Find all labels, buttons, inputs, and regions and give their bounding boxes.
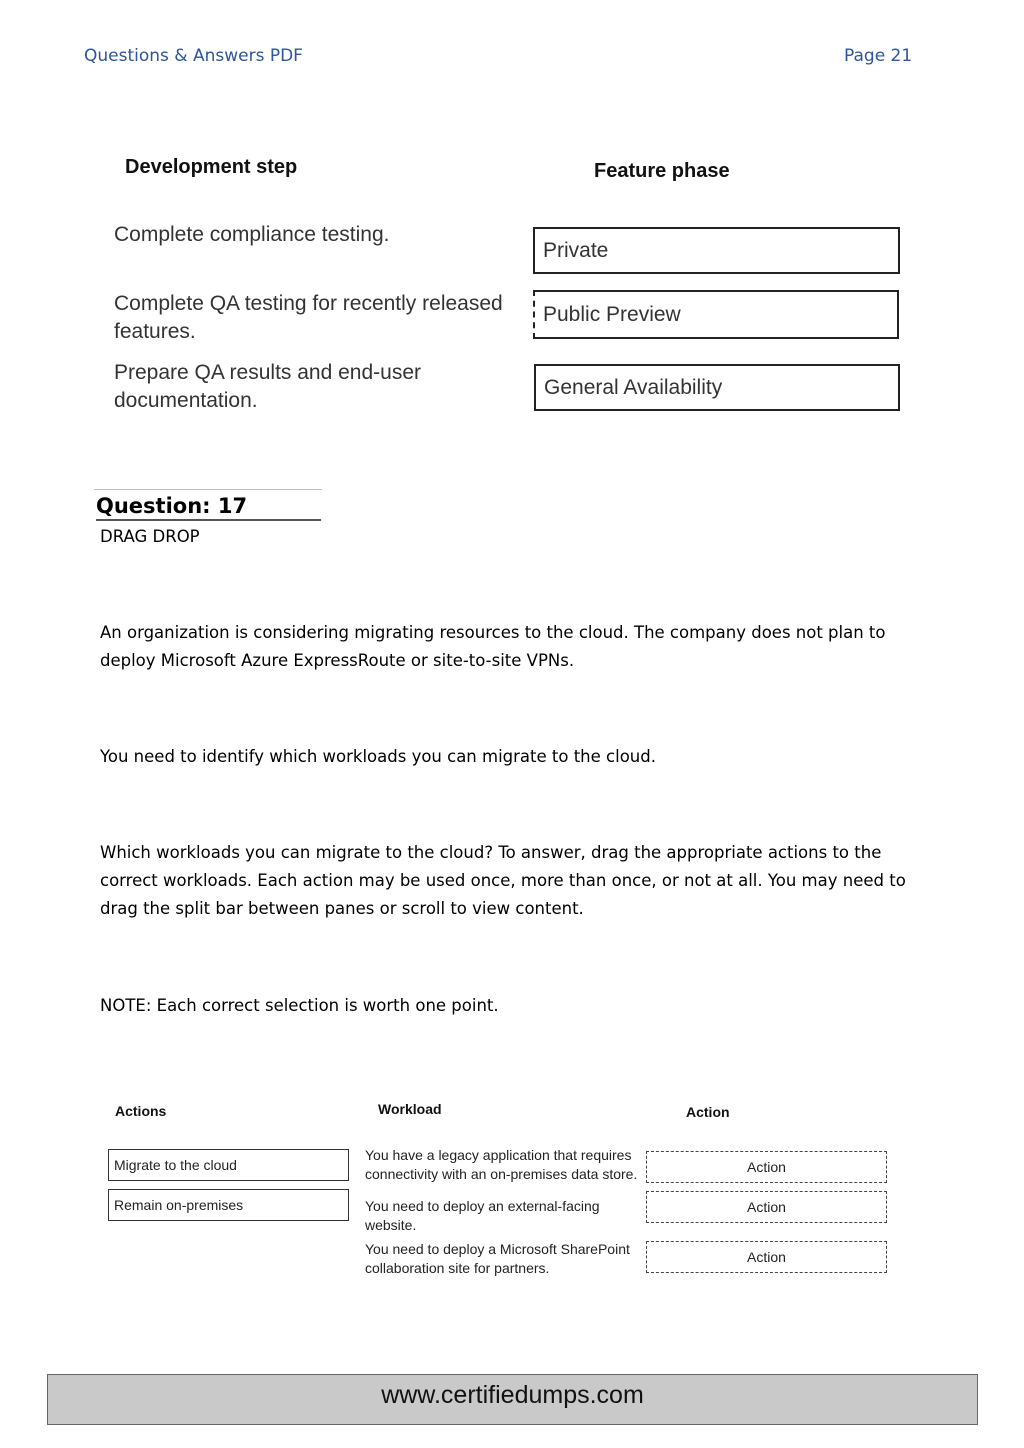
action-drop-target-1[interactable]: Action [646,1151,887,1183]
question-paragraph-1: An organization is considering migrating resources to the cloud. The company does not plan to deploy Microsoft Azure ExpressRoute or site-to-site VPNs. [100,623,886,670]
question-paragraph-2: You need to identify which workloads you can migrate to the cloud. [100,747,656,766]
question-title: Question: 17 [96,494,321,521]
development-step-2: Complete QA testing for recently released features. [114,292,503,343]
footer-banner [47,1374,978,1425]
action-drop-target-3[interactable]: Action [646,1241,887,1273]
phase-box-private: Private [533,227,900,274]
question-type: DRAG DROP [100,527,200,546]
question-paragraph-3: Which workloads you can migrate to the cloud? To answer, drag the appropriate actions to the correct workloads. Each action may be used once, more than once, or not at all. You may need to drag the split bar between panes or scroll to view content. [100,843,906,918]
workload-1: You have a legacy application that requires connectivity with an on-premises data store. [365,1147,638,1182]
action-heading: Action [686,1104,730,1120]
header-title: Questions & Answers PDF [84,46,303,66]
development-step-3: Prepare QA results and end-user documentation. [114,361,422,412]
workload-3: You need to deploy a Microsoft SharePoint collaboration site for partners. [365,1241,630,1276]
question-note: NOTE: Each correct selection is worth one point. [100,996,499,1015]
action-drop-target-2[interactable]: Action [646,1191,887,1223]
question-divider [94,489,322,490]
action-remain-on-premises[interactable]: Remain on-premises [108,1189,349,1221]
phase-box-public-preview: Public Preview [533,290,899,339]
action-migrate-to-cloud[interactable]: Migrate to the cloud [108,1149,349,1181]
development-step-heading: Development step [125,156,298,178]
workload-2: You need to deploy an external-facing website. [365,1198,600,1233]
workload-heading: Workload [378,1101,442,1117]
phase-box-general-availability: General Availability [534,364,900,411]
page-number: Page 21 [844,46,913,66]
development-step-1: Complete compliance testing. [114,223,390,246]
footer-website: www.certifiedumps.com [381,1381,644,1409]
feature-phase-heading: Feature phase [594,160,730,182]
actions-heading: Actions [115,1103,167,1119]
